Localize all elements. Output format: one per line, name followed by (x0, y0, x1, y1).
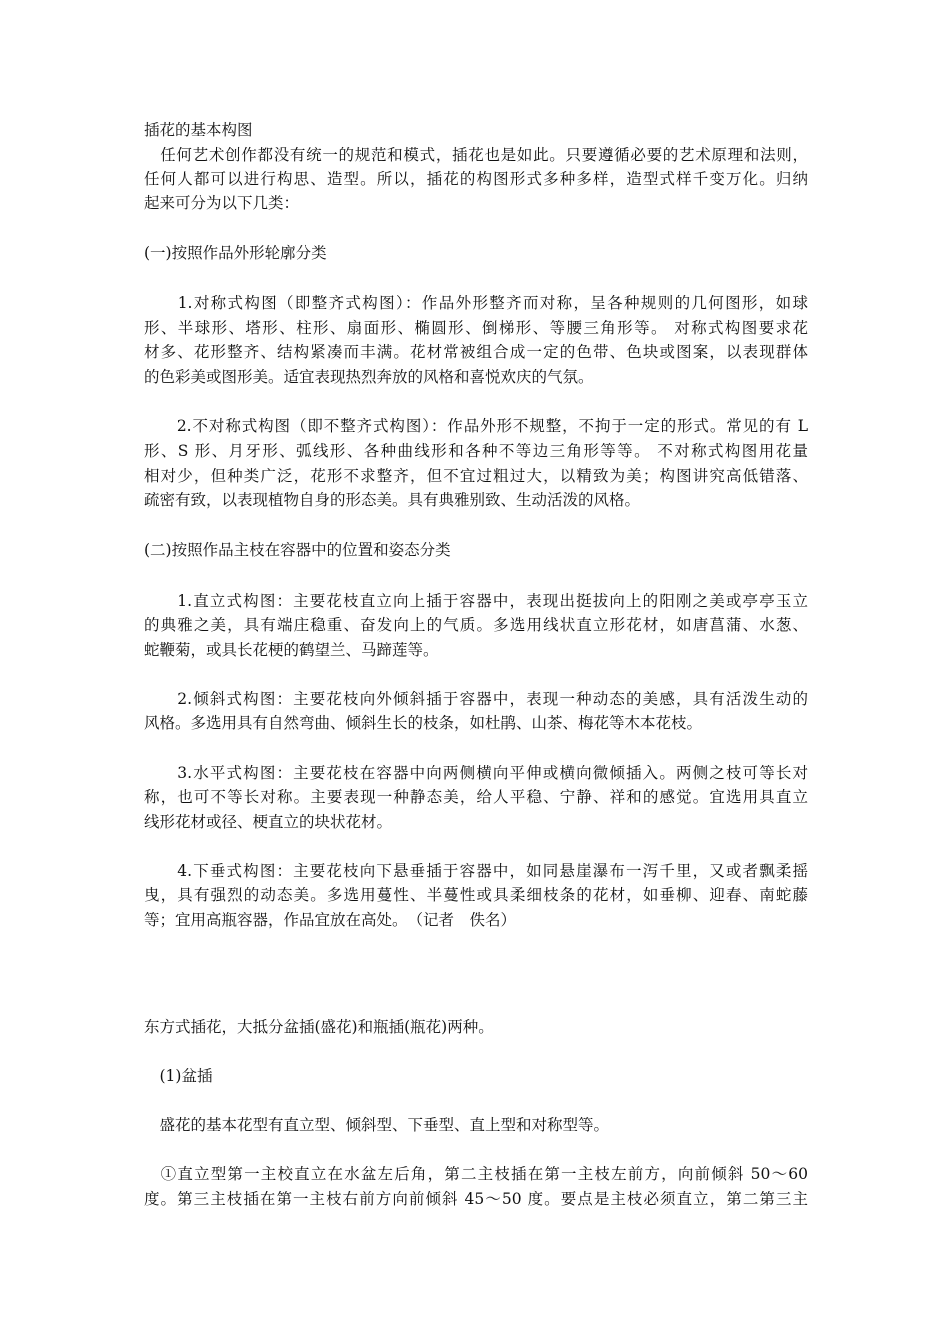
symmetric-line-4: 的色彩美或图形美。适宜表现热烈奔放的风格和喜悦欢庆的气氛。 (144, 368, 594, 386)
cascade-line-2: 曳，具有强烈的动态美。多选用蔓性、半蔓性或具柔细枝条的花材，如垂柳、迎春、南蛇藤 (144, 886, 808, 904)
eastern-intro: 东方式插花，大抵分盆插(盛花)和瓶插(瓶花)两种。 (144, 1018, 494, 1036)
section-heading-outline: (一)按照作品外形轮廓分类 (144, 244, 327, 262)
cascade-line-1: 4.下垂式构图：主要花枝向下悬垂插于容器中，如同悬崖瀑布一泻千里，又或者飘柔摇 (144, 862, 808, 880)
horizontal-line-2: 称，也可不等长对称。主要表现一种静态美，给人平稳、宁静、祥和的感觉。宜选用具直立 (144, 788, 808, 806)
upright-pot-line-2: 度。第三主枝插在第一主枝右前方向前倾斜 45～50 度。要点是主枝必须直立，第二第三主 (144, 1190, 808, 1208)
asymmetric-line-4: 疏密有致，以表现植物自身的形态美。具有典雅别致、生动活泼的风格。 (144, 491, 641, 509)
intro-line-3: 起来可分为以下几类： (144, 194, 300, 212)
asymmetric-line-3: 相对少，但种类广泛，花形不求整齐，但不宜过粗过大，以精致为美；构图讲究高低错落、 (144, 467, 808, 485)
pot-heading: (1)盆插 (144, 1067, 213, 1085)
upright-pot-line-1: ①直立型第一主校直立在水盆左后角，第二主枝插在第一主枝左前方，向前倾斜 50～60 (144, 1165, 808, 1183)
pot-types: 盛花的基本花型有直立型、倾斜型、下垂型、直上型和对称型等。 (144, 1116, 610, 1134)
section-heading-position: (二)按照作品主枝在容器中的位置和姿态分类 (144, 541, 451, 559)
upright-line-1: 1.直立式构图：主要花枝直立向上插于容器中，表现出挺拔向上的阳刚之美或亭亭玉立 (144, 592, 808, 610)
intro-line-1: 任何艺术创作都没有统一的规范和模式，插花也是如此。只要遵循必要的艺术原理和法则， (144, 146, 808, 164)
intro-line-2: 任何人都可以进行构思、造型。所以，插花的构图形式多种多样，造型式样千变万化。归纳 (144, 170, 808, 188)
symmetric-line-2: 形、半球形、塔形、柱形、扇面形、椭圆形、倒梯形、等腰三角形等。 对称式构图要求花 (144, 319, 808, 337)
horizontal-line-3: 线形花材或径、梗直立的块状花材。 (144, 813, 393, 831)
cascade-line-3: 等；宜用高瓶容器，作品宜放在高处。 （记者 佚名） (144, 911, 517, 929)
upright-line-3: 蛇鞭菊，或具长花梗的鹤望兰、马蹄莲等。 (144, 641, 439, 659)
horizontal-line-1: 3.水平式构图：主要花枝在容器中向两侧横向平伸或横向微倾插入。两侧之枝可等长对 (144, 764, 808, 782)
upright-line-2: 的典雅之美，具有端庄稳重、奋发向上的气质。多选用线状直立形花材，如唐菖蒲、水葱、 (144, 616, 808, 634)
symmetric-line-3: 材多、花形整齐、结构紧凑而丰满。花材常被组合成一定的色带、色块或图案，以表现群体 (144, 343, 808, 361)
asymmetric-line-1: 2.不对称式构图（即不整齐式构图）：作品外形不规整，不拘于一定的形式。常见的有 L (144, 417, 808, 435)
document-title: 插花的基本构图 (144, 121, 253, 139)
symmetric-line-1: 1.对称式构图（即整齐式构图）：作品外形整齐而对称，呈各种规则的几何图形，如球 (144, 294, 808, 312)
slanted-line-1: 2.倾斜式构图：主要花枝向外倾斜插于容器中，表现一种动态的美感，具有活泼生动的 (144, 690, 808, 708)
asymmetric-line-2: 形、S 形、月牙形、弧线形、各种曲线形和各种不等边三角形等等。 不对称式构图用花量 (144, 442, 808, 460)
slanted-line-2: 风格。多选用具有自然弯曲、倾斜生长的枝条，如杜鹃、山茶、梅花等木本花枝。 (144, 714, 703, 732)
